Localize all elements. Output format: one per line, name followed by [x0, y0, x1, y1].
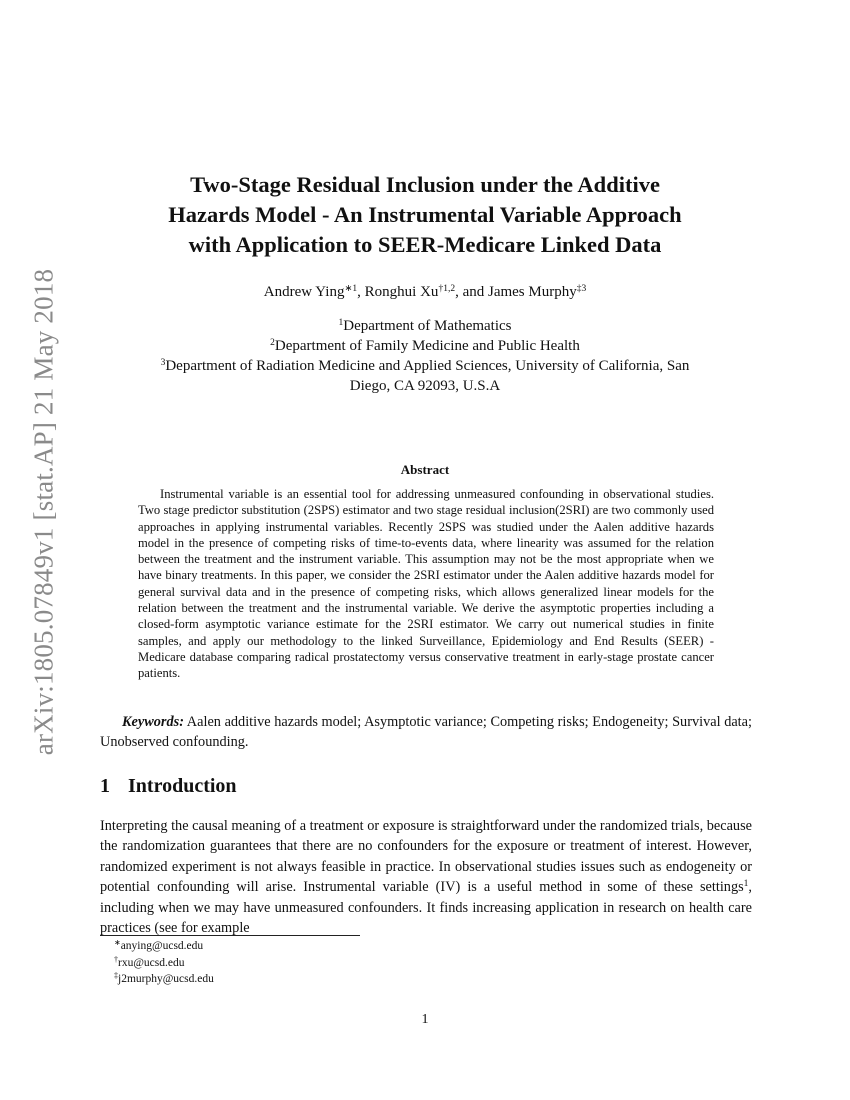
- paper-title: [90, 170, 760, 260]
- keywords-paragraph: [100, 712, 752, 752]
- page-number: 1: [421, 1012, 429, 1027]
- affiliation-number: 3: [160, 358, 166, 368]
- title-line: with Application to SEER-Medicare Linked Data: [188, 232, 662, 257]
- keywords-text: Aalen additive hazards model; Asymptotic variance; Competing risks; Endogeneity; Survival data; Unobserved confounding.: [100, 714, 752, 750]
- footnote-mark: ‡: [114, 971, 118, 980]
- author-mark: ‡3: [576, 284, 587, 294]
- footnote-mark: †: [114, 954, 118, 964]
- section-heading: [100, 775, 237, 798]
- affiliation-text: Diego, CA 92093, U.S.A: [349, 378, 501, 394]
- affiliation-number: 2: [270, 338, 275, 348]
- author-mark: †1,2: [438, 284, 456, 294]
- affiliation-number: 1: [338, 318, 344, 328]
- footnote: [114, 955, 514, 972]
- footnote-list: [114, 938, 514, 988]
- author-separator: ,: [357, 284, 365, 300]
- affiliation-text: Department of Family Medicine and Public Health: [274, 338, 580, 354]
- affiliation: [100, 356, 750, 376]
- footnote-email[interactable]: rxu@ucsd.edu: [118, 956, 185, 969]
- affiliation: [100, 376, 750, 396]
- footnote: [114, 971, 514, 988]
- intro-text: , including when we may have unmeasured confounders. It finds increasing application in research on health care practices (see for example: [100, 879, 752, 937]
- footnote-mark: ∗: [114, 938, 121, 947]
- introduction-paragraph: [100, 816, 752, 938]
- title-line: Hazards Model - An Instrumental Variable Approach: [168, 202, 682, 227]
- footnote-divider: [100, 935, 360, 936]
- author-name: Ronghui Xu: [364, 284, 439, 300]
- section-number: 1: [100, 775, 110, 797]
- affiliation: [100, 336, 750, 356]
- abstract-text: Instrumental variable is an essential tool for addressing unmeasured confounding in observational studies. Two stage predictor substitution (2SPS) estimator and two stage residual inclusion(2SRI) are two commonly used approaches in applying instrumental variables. Recently 2SPS was studied under the Aalen additive hazards model in the presence of competing risks of time-to-events data, where linearity was assumed for the relation between the treatment and the instrument variable. This assumption may not be the most appropriate when we have binary treatments. In this paper, we consider the 2SRI estimator under the Aalen additive hazards model for general survival data and in the presence of competing risks, which allows generalized linear models for the relation between the treatment and the instrumental variable. We derive the asymptotic properties including a closed-form asymptotic variance estimate for the 2SRI estimator. We carry out numerical studies in finite samples, and apply our methodology to the linked Surveillance, Epidemiology and End Results (SEER) - Medicare database comparing radical prostatectomy versus conservative treatment in early-stage prostate cancer patients.: [138, 487, 714, 681]
- author-list: [90, 282, 760, 302]
- affiliation-list: [100, 316, 750, 396]
- author-name: James Murphy: [487, 284, 577, 300]
- author-name: Andrew Ying: [263, 284, 345, 300]
- section-title: Introduction: [128, 775, 237, 797]
- affiliation: [100, 316, 750, 336]
- author-separator: , and: [455, 284, 488, 300]
- affiliation-text: Department of Mathematics: [343, 318, 512, 334]
- affiliation-text: Department of Radiation Medicine and Applied Sciences, University of California, San: [165, 358, 690, 374]
- abstract-heading: Abstract: [400, 462, 450, 477]
- footnote-reference[interactable]: 1: [743, 879, 749, 890]
- footnote-email[interactable]: anying@ucsd.edu: [120, 940, 204, 952]
- keywords-label: Keywords:: [122, 714, 184, 730]
- author-mark: ∗1: [344, 284, 358, 294]
- footnote: [114, 938, 514, 955]
- arxiv-identifier-stamp: arXiv:1805.07849v1 [stat.AP] 21 May 2018: [28, 268, 59, 756]
- title-line: Two-Stage Residual Inclusion under the Additive: [190, 172, 660, 197]
- footnote-email[interactable]: j2murphy@ucsd.edu: [118, 973, 214, 985]
- intro-text: Interpreting the causal meaning of a treatment or exposure is straightforward under the randomized trials, because the randomization guarantees that there are no confounders for the exposure or treatment of interest. However, randomized experiment is not always feasible in practice. In observational studies issues such as endogeneity or potential confounding will arise. Instrumental variable (IV) is a useful method in some of these settings: [100, 818, 752, 896]
